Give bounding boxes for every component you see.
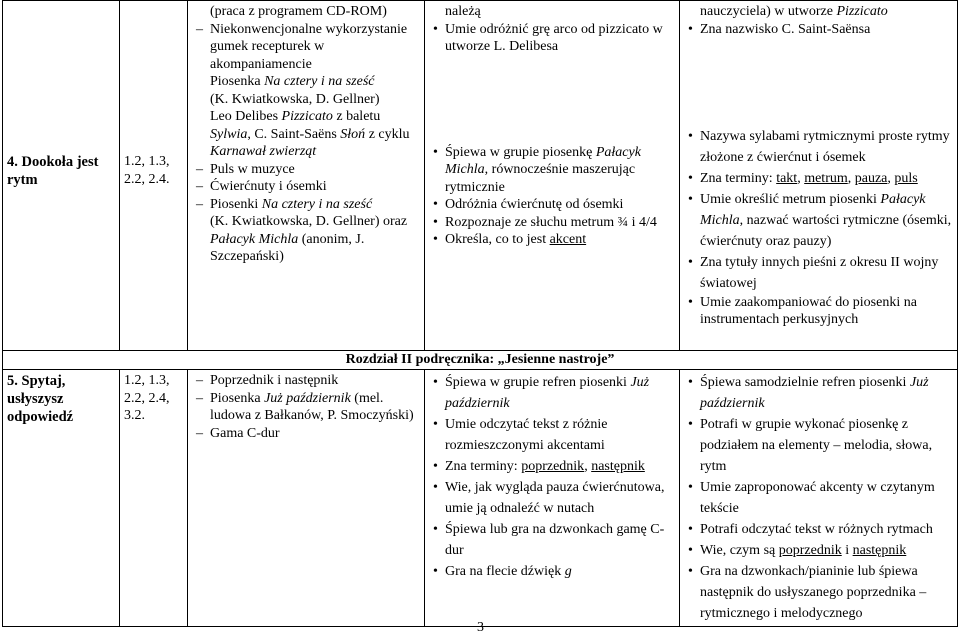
lesson-title: 5. Spytaj, usłyszysz odpowiedź xyxy=(7,373,74,425)
extended-requirements-cell xyxy=(680,1,958,351)
basic-requirements-cell xyxy=(425,1,680,351)
list-item: • Rozpoznaje ze słuchu metrum ¾ i 4/4 xyxy=(429,214,675,232)
refs-cell xyxy=(120,1,188,351)
content-cell xyxy=(188,370,425,627)
list-item: (praca z programem CD-ROM) xyxy=(210,4,387,19)
curriculum-table xyxy=(2,0,958,627)
list-item: • Nazywa sylabami rytmicznymi proste rytmy złożone z ćwierćnut i ósemek xyxy=(684,126,953,168)
chapter-row xyxy=(3,351,958,370)
list-item: – Niekonwencjonalne wykorzystanie gumek recepturek w akompaniamencie xyxy=(192,21,420,74)
list-item: – Piosenka Już październik (mel. ludowa z Bałkanów, P. Smoczyński) xyxy=(192,390,420,425)
list-item: – Puls w muzyce xyxy=(192,161,420,179)
refs-text: 1.2, 1.3, 2.2, 2.4, 3.2. xyxy=(124,373,170,423)
list-item: • Gra na flecie dźwięk g xyxy=(429,561,675,582)
list-item: • Zna terminy: takt, metrum, pauza, puls xyxy=(684,168,953,189)
list-item: • Gra na dzwonkach/pianinie lub śpiewa następnik do usłyszanego poprzednika – rytmicznego i melodycznego xyxy=(684,561,953,624)
list-item: • Potrafi w grupie wykonać piosenkę z podziałem na elementy – melodia, słowa, rytm xyxy=(684,414,953,477)
table-row xyxy=(3,1,958,351)
list-item: • Potrafi odczytać tekst w różnych rytmach xyxy=(684,519,953,540)
list-item: • Określa, co to jest akcent xyxy=(429,231,675,249)
list-item: – Poprzednik i następnik xyxy=(192,372,420,390)
extended-requirements-cell xyxy=(680,370,958,627)
list-item: • Umie odczytać tekst z różnie rozmieszczonymi akcentami xyxy=(429,414,675,456)
list-item: • Umie określić metrum piosenki Pałacyk Michla, nazwać wartości rytmiczne (ósemki, ćwierćnuty oraz pauzy) xyxy=(684,189,953,252)
list-item: • Odróżnia ćwierćnutę od ósemki xyxy=(429,196,675,214)
refs-text: 1.2, 1.3, 2.2, 2.4. xyxy=(124,154,170,187)
list-item: • Zna tytuły innych pieśni z okresu II wojny światowej xyxy=(684,252,953,294)
list-item: • Zna terminy: poprzednik, następnik xyxy=(429,456,675,477)
refs-cell xyxy=(120,370,188,627)
list-item: • Śpiewa w grupie piosenkę Pałacyk Michla, równocześnie maszerując rytmicznie xyxy=(429,144,675,197)
list-item: • Śpiewa w grupie refren piosenki Już październik xyxy=(429,372,675,414)
lesson-title: 4. Dookoła jest rytm xyxy=(7,154,99,188)
list-item: należą xyxy=(445,4,481,19)
table-row xyxy=(3,370,958,627)
list-item: – Piosenki Na cztery i na sześć (K. Kwiatkowska, D. Gellner) oraz Pałacyk Michla (anonim, J. Szczepański) xyxy=(192,196,420,266)
list-item: • Umie odróżnić grę arco od pizzicato w utworze L. Delibesa xyxy=(429,21,675,56)
lesson-cell xyxy=(3,1,120,351)
list-item: – Gama C-dur xyxy=(192,425,420,443)
list-item: Piosenka Na cztery i na sześć (K. Kwiatkowska, D. Gellner) Leo Delibes Pizzicato z baletu Sylwia, C. Saint-Saëns Słoń z cyklu Karnawał zwierząt xyxy=(210,74,410,159)
list-item: nauczyciela) w utworze Pizzicato xyxy=(700,4,888,19)
chapter-title: Rozdział II podręcznika: „Jesienne nastroje” xyxy=(3,351,958,370)
list-item: • Umie zaproponować akcenty w czytanym tekście xyxy=(684,477,953,519)
list-item: • Śpiewa lub gra na dzwonkach gamę C-dur xyxy=(429,519,675,561)
basic-requirements-cell xyxy=(425,370,680,627)
list-item: – Ćwierćnuty i ósemki xyxy=(192,178,420,196)
list-item: • Wie, jak wygląda pauza ćwierćnutowa, umie ją odnaleźć w nutach xyxy=(429,477,675,519)
list-item: • Umie zaakompaniować do piosenki na instrumentach perkusyjnych xyxy=(684,294,953,328)
list-item: • Zna nazwisko C. Saint-Saënsa xyxy=(684,21,953,39)
content-cell xyxy=(188,1,425,351)
list-item: • Wie, czym są poprzednik i następnik xyxy=(684,540,953,561)
list-item: • Śpiewa samodzielnie refren piosenki Już październik xyxy=(684,372,953,414)
page-number: 3 xyxy=(477,620,484,635)
lesson-cell xyxy=(3,370,120,627)
